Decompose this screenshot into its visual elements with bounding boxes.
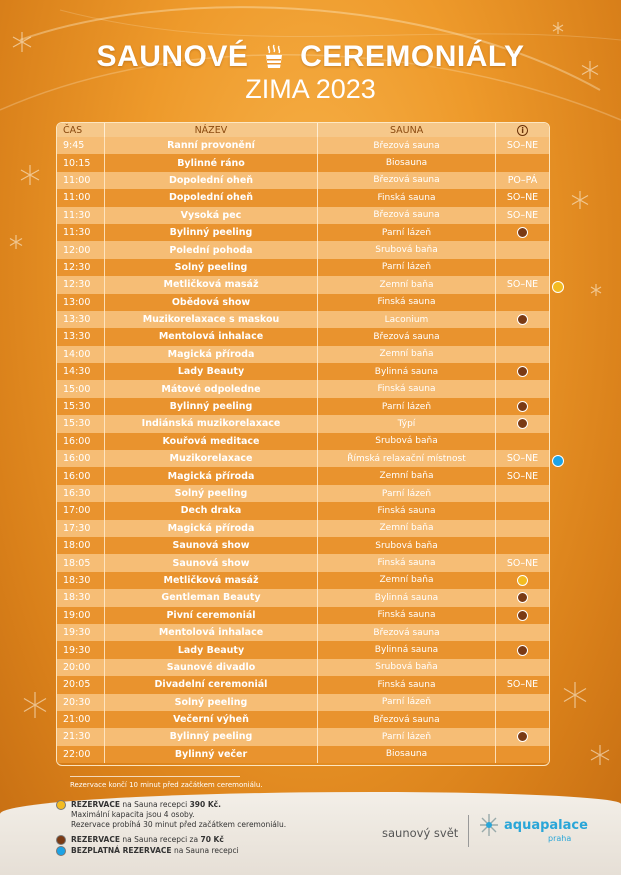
time-cell: 13:00 [57, 294, 105, 311]
legend-brown [56, 835, 224, 845]
brown-dot-icon [517, 731, 528, 742]
info-cell [496, 398, 549, 415]
table-row [57, 172, 549, 189]
sauna-cell: Zemní baňa [318, 572, 496, 589]
name-cell: Mátové odpoledne [105, 380, 318, 397]
table-row [57, 380, 549, 397]
legend-yellow [56, 800, 286, 830]
schedule-table [56, 122, 550, 766]
time-cell: 15:30 [57, 398, 105, 415]
info-cell: SO–NE [506, 192, 539, 204]
brown-dot-icon [517, 366, 528, 377]
sauna-cell: Finská sauna [318, 380, 496, 397]
time-cell: 21:30 [57, 728, 105, 745]
aquapalace-logo-icon [478, 812, 500, 838]
time-cell: 12:30 [57, 259, 105, 276]
table-row [57, 259, 549, 276]
name-cell: Bylinný večer [105, 746, 318, 763]
info-cell [496, 259, 549, 276]
name-cell: Saunová show [105, 537, 318, 554]
info-cell: SO–NE [506, 140, 539, 152]
brand-name: aquapalace [504, 818, 588, 833]
name-cell: Gentleman Beauty [105, 589, 318, 606]
table-row [57, 537, 549, 554]
table-row [57, 328, 549, 345]
time-cell: 12:30 [57, 276, 105, 293]
table-row [57, 189, 549, 206]
info-cell [496, 746, 549, 763]
table-row [57, 207, 549, 224]
table-row [57, 572, 549, 589]
info-cell [496, 641, 549, 658]
sauna-cell: Zemní baňa [318, 467, 496, 484]
info-cell: SO–NE [506, 209, 539, 221]
table-body [57, 137, 549, 763]
brown-dot-icon [56, 835, 66, 845]
info-cell [496, 241, 549, 258]
time-cell: 18:00 [57, 537, 105, 554]
table-row [57, 641, 549, 658]
sauna-cell: Parní lázeň [318, 694, 496, 711]
name-cell: Solný peeling [105, 485, 318, 502]
sauna-cell: Zemní baňa [318, 346, 496, 363]
column-header-sauna: SAUNA [318, 123, 496, 137]
sauna-cell: Biosauna [318, 154, 496, 171]
time-cell: 13:30 [57, 328, 105, 345]
sauna-cell: Srubová baňa [318, 241, 496, 258]
name-cell: Večerní výheň [105, 711, 318, 728]
table-row [57, 433, 549, 450]
table-row [57, 711, 549, 728]
name-cell: Magická příroda [105, 520, 318, 537]
time-cell: 15:00 [57, 380, 105, 397]
brand-sub: praha [548, 834, 572, 843]
time-cell: 18:30 [57, 589, 105, 606]
name-cell: Dopolední oheň [105, 189, 318, 206]
info-cell: SO–NE [506, 470, 539, 482]
table-row [57, 294, 549, 311]
legend-yellow-line3: Rezervace probíhá 30 minut před začátkem ceremoniálu. [71, 820, 287, 829]
table-row [57, 137, 549, 154]
sauna-bucket-icon [263, 44, 285, 70]
time-cell: 19:30 [57, 624, 105, 641]
legend-yellow-line2: Maximální kapacita jsou 4 osoby. [71, 810, 195, 819]
info-cell [496, 694, 549, 711]
time-cell: 16:00 [57, 433, 105, 450]
sauna-cell: Zemní baňa [318, 520, 496, 537]
name-cell: Divadelní ceremoniál [105, 676, 318, 693]
name-cell: Bylinný peeling [105, 398, 318, 415]
page-title [0, 40, 621, 74]
table-row [57, 415, 549, 432]
sauna-cell: Biosauna [318, 746, 496, 763]
legend-blue-title: BEZPLATNÁ REZERVACE [71, 846, 172, 855]
sauna-cell: Laconium [318, 311, 496, 328]
name-cell: Magická příroda [105, 346, 318, 363]
table-row [57, 467, 549, 484]
title-right: CEREMONIÁLY [300, 40, 525, 73]
time-cell: 11:30 [57, 224, 105, 241]
sauna-cell: Parní lázeň [318, 728, 496, 745]
name-cell: Dopolední oheň [105, 172, 318, 189]
legend-brown-price: 70 Kč [200, 835, 224, 844]
name-cell: Mentolová inhalace [105, 328, 318, 345]
yellow-dot-icon [517, 575, 528, 586]
time-cell: 15:30 [57, 415, 105, 432]
sauna-cell: Srubová baňa [318, 433, 496, 450]
sauna-cell: Římská relaxační místnost [318, 450, 496, 467]
table-row [57, 502, 549, 519]
sauna-cell: Srubová baňa [318, 537, 496, 554]
sauna-cell: Finská sauna [318, 502, 496, 519]
sauna-cell: Finská sauna [318, 554, 496, 571]
sauna-cell: Parní lázeň [318, 224, 496, 241]
name-cell: Obědová show [105, 294, 318, 311]
brown-dot-icon [517, 227, 528, 238]
info-cell [496, 311, 549, 328]
legend-brown-title: REZERVACE [71, 835, 120, 844]
info-cell [496, 328, 549, 345]
sauna-cell: Finská sauna [318, 607, 496, 624]
column-header-name: NÁZEV [105, 123, 318, 137]
info-cell [496, 502, 549, 519]
name-cell: Magická příroda [105, 467, 318, 484]
info-cell: PO–PÁ [507, 174, 538, 186]
info-cell [496, 294, 549, 311]
table-row [57, 311, 549, 328]
title-left: SAUNOVÉ [96, 40, 249, 73]
info-cell [496, 711, 549, 728]
time-cell: 11:00 [57, 172, 105, 189]
table-row [57, 624, 549, 641]
sauna-cell: Březová sauna [318, 137, 496, 154]
table-row [57, 224, 549, 241]
side-dot-blue [552, 455, 564, 467]
brown-dot-icon [517, 418, 528, 429]
divider [70, 776, 240, 777]
reservation-note: Rezervace končí 10 minut před začátkem ceremoniálu. [70, 781, 263, 789]
table-row [57, 607, 549, 624]
time-cell: 11:30 [57, 207, 105, 224]
sauna-cell: Parní lázeň [318, 398, 496, 415]
column-header-time: ČAS [57, 123, 105, 137]
time-cell: 11:00 [57, 189, 105, 206]
time-cell: 16:30 [57, 485, 105, 502]
sauna-cell: Týpí [318, 415, 496, 432]
time-cell: 13:30 [57, 311, 105, 328]
column-header-info [496, 123, 549, 137]
name-cell: Bylinné ráno [105, 154, 318, 171]
info-icon: i [517, 125, 528, 136]
time-cell: 12:00 [57, 241, 105, 258]
brown-dot-icon [517, 401, 528, 412]
info-cell [496, 485, 549, 502]
sauna-cell: Březová sauna [318, 624, 496, 641]
name-cell: Solný peeling [105, 694, 318, 711]
name-cell: Muzikorelaxace s maskou [105, 311, 318, 328]
name-cell: Metličková masáž [105, 572, 318, 589]
time-cell: 14:30 [57, 363, 105, 380]
blue-dot-icon [56, 846, 66, 856]
sauna-cell: Březová sauna [318, 328, 496, 345]
name-cell: Muzikorelaxace [105, 450, 318, 467]
name-cell: Lady Beauty [105, 363, 318, 380]
brand-divider [468, 815, 469, 847]
table-row [57, 728, 549, 745]
time-cell: 18:30 [57, 572, 105, 589]
time-cell: 18:05 [57, 554, 105, 571]
table-row [57, 363, 549, 380]
table-row [57, 554, 549, 571]
name-cell: Bylinný peeling [105, 224, 318, 241]
sauna-cell: Zemní baňa [318, 276, 496, 293]
sauna-cell: Finská sauna [318, 189, 496, 206]
table-row [57, 676, 549, 693]
name-cell: Polední pohoda [105, 241, 318, 258]
info-cell [496, 415, 549, 432]
name-cell: Saunová show [105, 554, 318, 571]
brown-dot-icon [517, 314, 528, 325]
name-cell: Metličková masáž [105, 276, 318, 293]
time-cell: 21:00 [57, 711, 105, 728]
brown-dot-icon [517, 592, 528, 603]
time-cell: 19:00 [57, 607, 105, 624]
name-cell: Dech draka [105, 502, 318, 519]
time-cell: 20:05 [57, 676, 105, 693]
sauna-cell: Parní lázeň [318, 485, 496, 502]
info-cell [496, 154, 549, 171]
brand-tagline: saunový svět [382, 826, 459, 840]
sauna-cell: Březová sauna [318, 207, 496, 224]
info-cell: SO–NE [506, 679, 539, 691]
sauna-cell: Březová sauna [318, 172, 496, 189]
time-cell: 10:15 [57, 154, 105, 171]
table-row [57, 346, 549, 363]
info-cell [496, 659, 549, 676]
info-cell [496, 728, 549, 745]
table-row [57, 659, 549, 676]
info-cell [496, 572, 549, 589]
name-cell: Bylinný peeling [105, 728, 318, 745]
table-row [57, 450, 549, 467]
time-cell: 22:00 [57, 746, 105, 763]
info-cell [496, 380, 549, 397]
time-cell: 20:30 [57, 694, 105, 711]
side-dot-yellow [552, 281, 564, 293]
sauna-cell: Bylinná sauna [318, 363, 496, 380]
info-cell [496, 433, 549, 450]
time-cell: 20:00 [57, 659, 105, 676]
table-header [57, 123, 549, 137]
table-row [57, 485, 549, 502]
brown-dot-icon [517, 645, 528, 656]
time-cell: 16:00 [57, 450, 105, 467]
info-cell: SO–NE [506, 557, 539, 569]
legend-blue-text: na Sauna recepci [173, 846, 239, 855]
sauna-cell: Finská sauna [318, 676, 496, 693]
sauna-cell: Bylinná sauna [318, 641, 496, 658]
table-row [57, 746, 549, 763]
info-cell [496, 363, 549, 380]
legend-yellow-title: REZERVACE [71, 800, 120, 809]
name-cell: Solný peeling [105, 259, 318, 276]
table-row [57, 241, 549, 258]
legend-yellow-text: na Sauna recepci [122, 800, 188, 809]
table-row [57, 520, 549, 537]
sauna-cell: Srubová baňa [318, 659, 496, 676]
info-cell [496, 224, 549, 241]
sauna-cell: Březová sauna [318, 711, 496, 728]
brown-dot-icon [517, 610, 528, 621]
legend-brown-text: na Sauna recepci za [122, 835, 199, 844]
sauna-cell: Bylinná sauna [318, 589, 496, 606]
info-cell [496, 346, 549, 363]
name-cell: Indiánská muzikorelaxace [105, 415, 318, 432]
time-cell: 17:00 [57, 502, 105, 519]
info-cell [496, 520, 549, 537]
info-cell [496, 607, 549, 624]
page-subtitle: ZIMA 2023 [245, 74, 376, 104]
name-cell: Pivní ceremoniál [105, 607, 318, 624]
table-row [57, 589, 549, 606]
table-row [57, 154, 549, 171]
name-cell: Saunové divadlo [105, 659, 318, 676]
time-cell: 19:30 [57, 641, 105, 658]
time-cell: 17:30 [57, 520, 105, 537]
name-cell: Kouřová meditace [105, 433, 318, 450]
name-cell: Vysoká pec [105, 207, 318, 224]
time-cell: 14:00 [57, 346, 105, 363]
name-cell: Ranní provonění [105, 137, 318, 154]
legend-blue [56, 846, 239, 856]
info-cell: SO–NE [506, 453, 539, 465]
table-row [57, 398, 549, 415]
table-row [57, 694, 549, 711]
time-cell: 16:00 [57, 467, 105, 484]
info-cell: SO–NE [506, 279, 539, 291]
name-cell: Lady Beauty [105, 641, 318, 658]
info-cell [496, 589, 549, 606]
legend-yellow-price: 390 Kč. [189, 800, 221, 809]
info-cell [496, 624, 549, 641]
sauna-cell: Parní lázeň [318, 259, 496, 276]
sauna-cell: Finská sauna [318, 294, 496, 311]
name-cell: Mentolová inhalace [105, 624, 318, 641]
info-cell [496, 537, 549, 554]
table-row [57, 276, 549, 293]
time-cell: 9:45 [57, 137, 105, 154]
yellow-dot-icon [56, 800, 66, 810]
